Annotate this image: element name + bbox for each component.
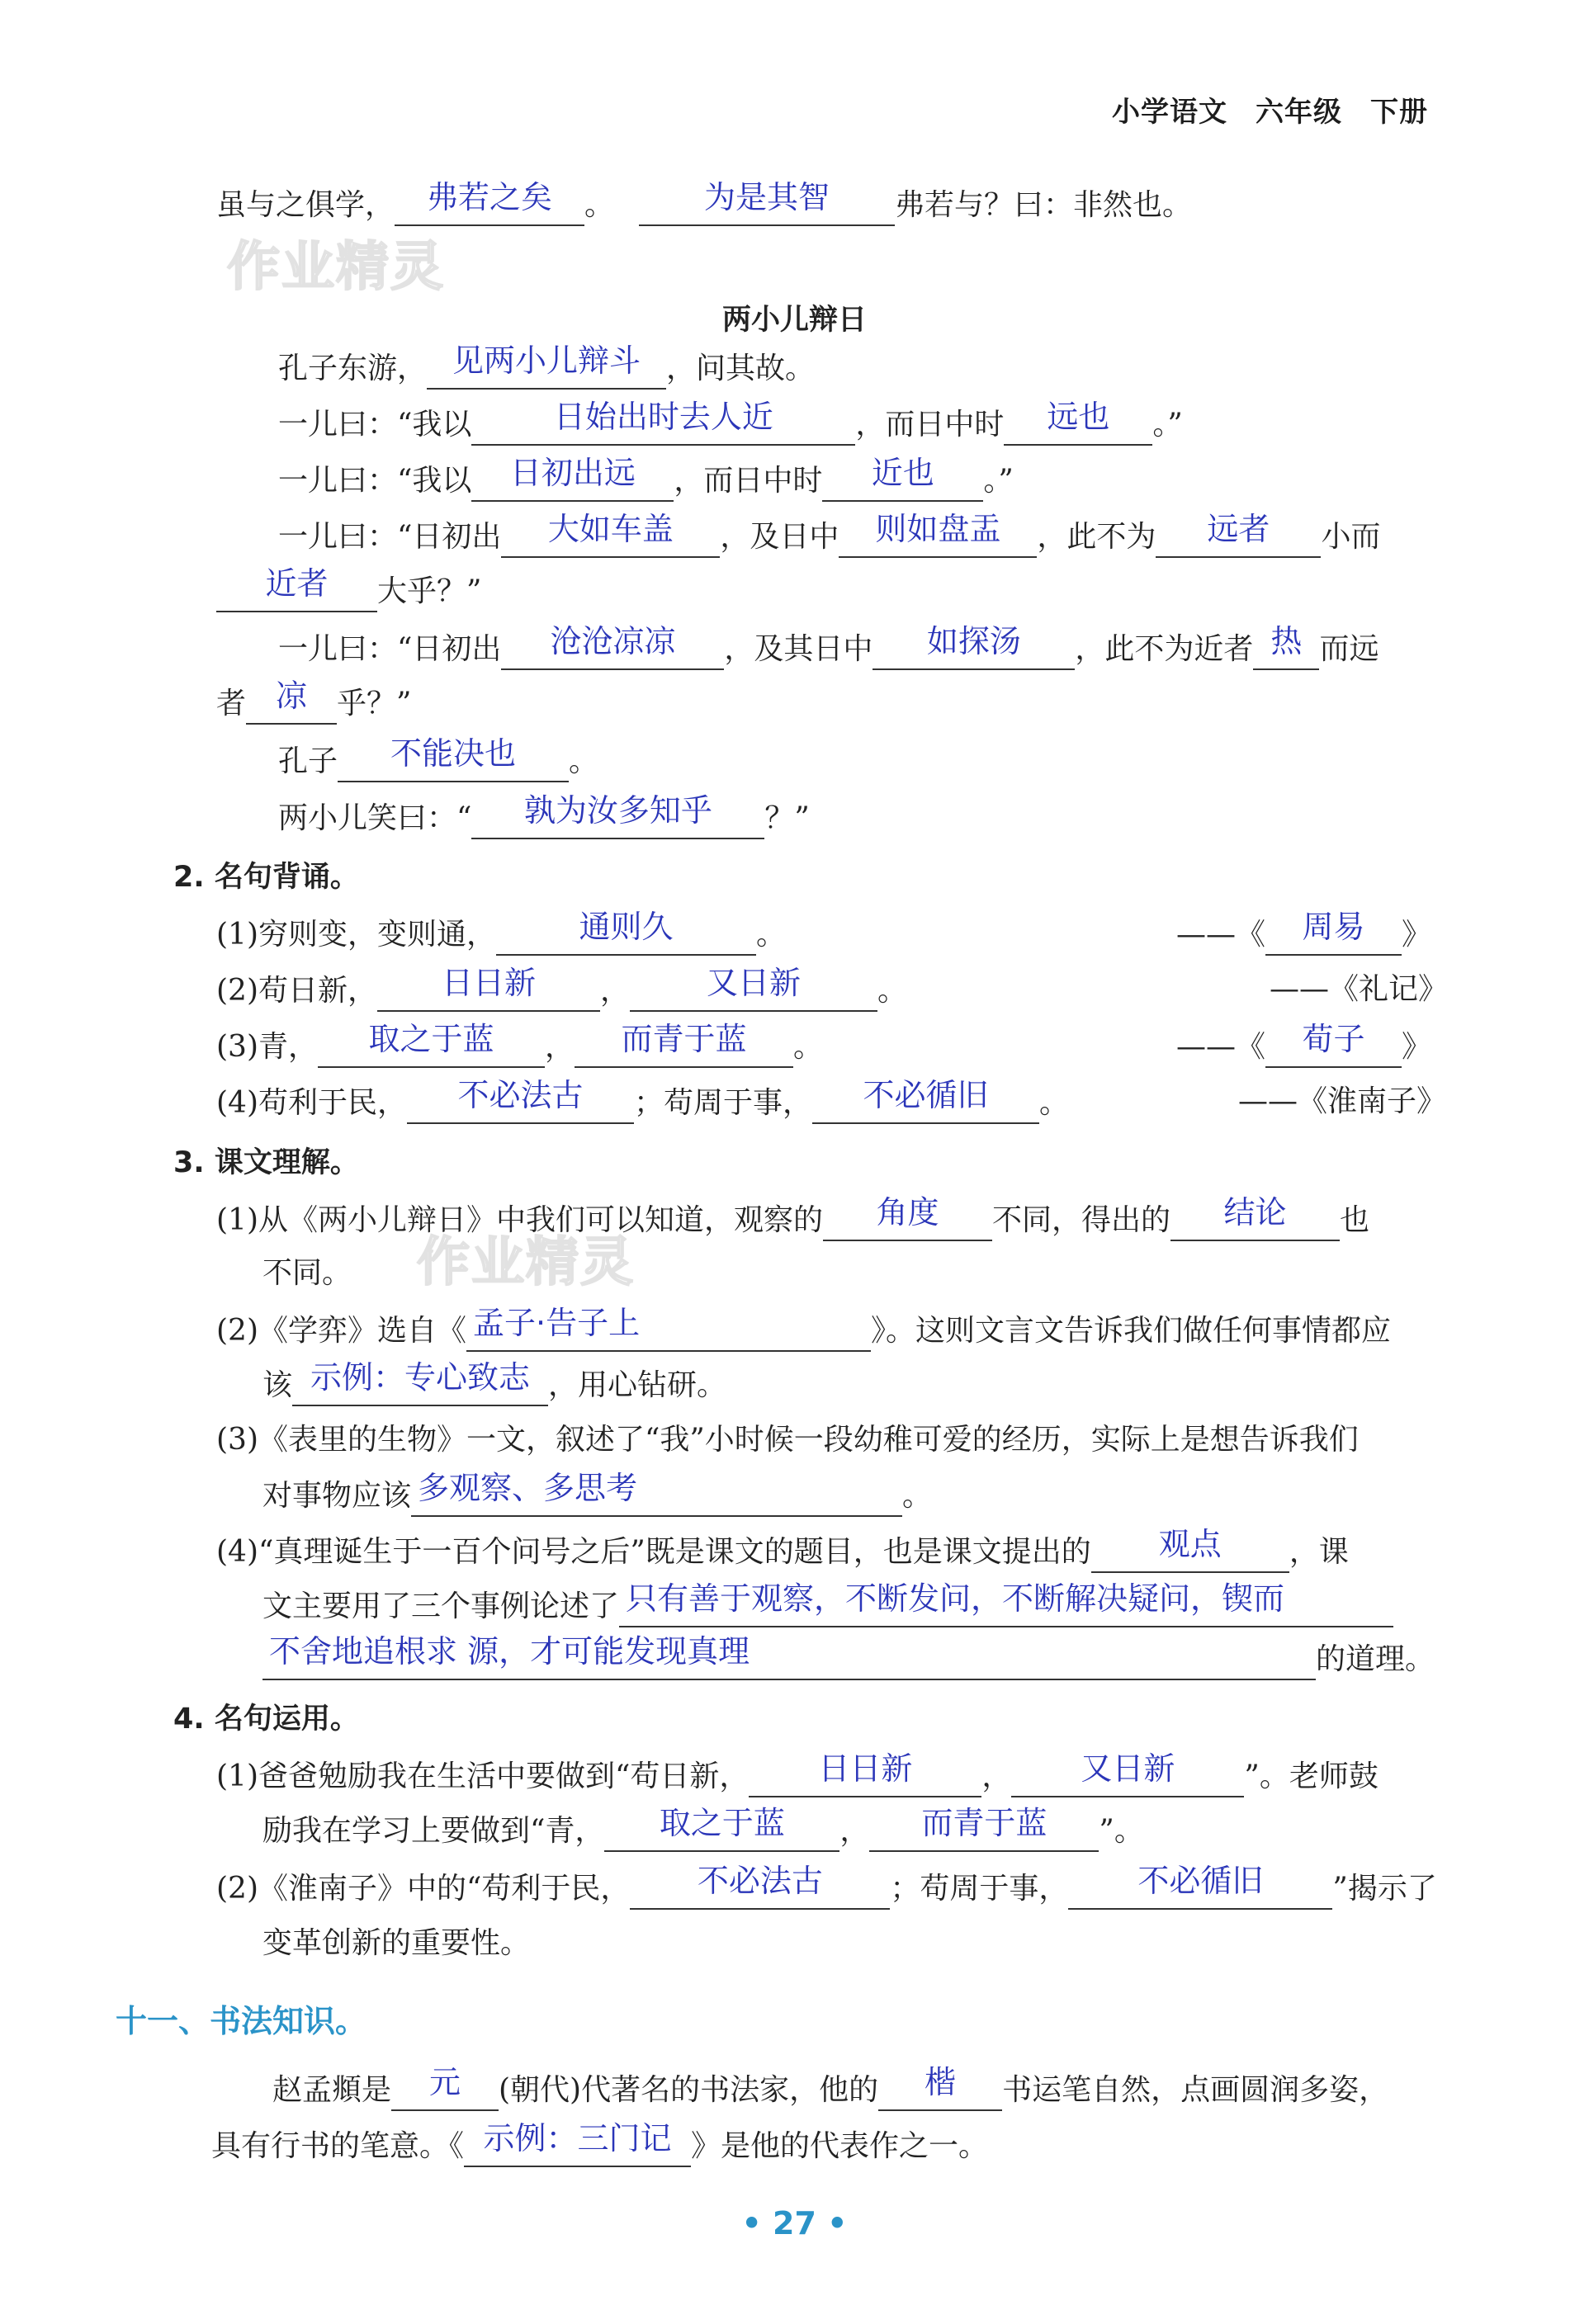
answer-blank: 远也	[1004, 403, 1152, 446]
answer-blank: 取之于蓝	[318, 1025, 545, 1068]
text-line: (2)《淮南子》中的“苟利于民， 不必法古 ；苟周于事， 不必循旧 ”揭示了	[216, 1867, 1437, 1910]
watermark: 作业精灵	[227, 237, 445, 298]
answer-blank: 多观察、多思考	[411, 1474, 902, 1517]
text-line: (1)从《两小儿辩日》中我们可以知道，观察的 角度 不同，得出的 结论 也	[216, 1198, 1369, 1241]
text-line: 该 示例：专心致志 ，用心钻研。	[262, 1363, 726, 1406]
answer-blank: 楷	[878, 2068, 1002, 2111]
answer-blank: 沧沧凉凉	[501, 627, 724, 670]
source-citation: ——《礼记》	[1270, 972, 1449, 1006]
answer-blank: 不能决也	[338, 739, 569, 782]
answer-blank: 近者	[216, 569, 377, 612]
answer-blank: 示例：专心致志	[292, 1363, 548, 1406]
text-line: (3)青， 取之于蓝 ， 而青于蓝 。	[216, 1025, 823, 1068]
page-header	[1112, 89, 1428, 130]
text-line: 孔子 不能决也 。	[278, 739, 598, 782]
source-citation: ——《淮南子》	[1238, 1084, 1447, 1118]
answer-blank: 日初出远	[471, 459, 674, 502]
text-line: 励我在学习上要做到“青， 取之于蓝 ， 而青于蓝 ”。	[262, 1809, 1144, 1852]
answer-blank: 观点	[1091, 1530, 1289, 1573]
answer-blank: 角度	[823, 1198, 992, 1241]
watermark: 作业精灵	[417, 1232, 635, 1293]
answer-blank: 则如盘盂	[839, 515, 1037, 558]
text-line: 一儿曰：“日初出 沧沧凉凉 ，及其日中 如探汤 ，此不为近者 热 而远	[278, 627, 1379, 670]
answer-blank: 元	[391, 2068, 499, 2111]
text-line: 不同。	[262, 1256, 352, 1290]
section-heading: 十一、书法知识。	[116, 2003, 367, 2039]
text-line: 一儿曰：“我以 日始出时去人近 ，而日中时 远也 。”	[278, 403, 1183, 446]
answer-blank: 又日新	[630, 969, 877, 1012]
header-term: 下册	[1370, 96, 1428, 129]
source-citation: ——《 荀子 》	[1176, 1025, 1431, 1068]
page-number: • 27 •	[741, 2205, 848, 2241]
answer-blank: 不舍地追根求 源，才可能发现真理	[262, 1637, 1316, 1680]
answer-blank: 不必循旧	[812, 1081, 1039, 1124]
text-line: (1)爸爸勉励我在生活中要做到“苟日新， 日日新 ， 又日新 ”。老师鼓	[216, 1755, 1379, 1797]
header-subject: 小学语文	[1112, 96, 1227, 129]
answer-blank: 而青于蓝	[575, 1025, 793, 1068]
answer-blank: 不必法古	[630, 1867, 890, 1910]
answer-blank: 日日新	[377, 969, 600, 1012]
text-line: 赵孟頫是 元 (朝代)代著名的书法家，他的 楷 书运笔自然，点画圆润多姿，	[272, 2068, 1388, 2111]
header-grade: 六年级	[1256, 96, 1342, 129]
question-heading: 2. 名句背诵。	[173, 861, 359, 894]
question-heading: 3. 课文理解。	[173, 1146, 359, 1179]
answer-blank: 又日新	[1011, 1755, 1244, 1797]
text-line: (3)《表里的生物》一文，叙述了“我”小时候一段幼稚可爱的经历，实际上是想告诉我们	[216, 1423, 1359, 1457]
answer-blank: 孰为汝多知乎	[471, 796, 764, 839]
text-line: 近者 大乎？”	[216, 569, 481, 612]
text-line: 一儿曰：“日初出 大如车盖 ，及日中 则如盘盂 ，此不为 远者 小而	[278, 515, 1380, 558]
answer-blank: 近也	[822, 459, 983, 502]
text-line: 孔子东游， 见两小儿辩斗 ，问其故。	[278, 347, 815, 390]
answer-blank: 不必法古	[407, 1081, 634, 1124]
answer-blank: 弗若之矣	[395, 183, 584, 226]
answer-blank: 日始出时去人近	[471, 403, 855, 446]
answer-blank: 大如车盖	[501, 515, 720, 558]
text-line: (2)《学弈》选自《 孟子·告子上 》。这则文言文告诉我们做任何事情都应	[216, 1309, 1391, 1352]
answer-blank: 不必循旧	[1068, 1867, 1332, 1910]
text-line: 一儿曰：“我以 日初出远 ，而日中时 近也 。”	[278, 459, 1014, 502]
question-heading: 4. 名句运用。	[173, 1703, 359, 1736]
text-line: (4)“真理诞生于一百个问号之后”既是课文的题目，也是课文提出的 观点 ，课	[216, 1530, 1349, 1573]
text-line: 虽与之俱学， 弗若之矣 。 为是其智 弗若与？曰：非然也。	[216, 183, 1192, 226]
answer-blank: 结论	[1170, 1198, 1340, 1241]
answer-blank: 示例：三门记	[464, 2124, 691, 2167]
answer-blank: 通则久	[496, 913, 756, 956]
text-line: 变革创新的重要性。	[262, 1926, 531, 1960]
answer-blank: 取之于蓝	[604, 1809, 839, 1852]
text-line: 不舍地追根求 源，才可能发现真理 的道理。	[262, 1637, 1435, 1680]
text-line: 两小儿笑曰：“ 孰为汝多知乎 ？”	[278, 796, 810, 839]
answer-blank: 孟子·告子上	[466, 1309, 871, 1352]
answer-blank: 如探汤	[873, 627, 1075, 670]
text-line: 对事物应该 多观察、多思考 。	[262, 1474, 932, 1517]
answer-blank: 日日新	[749, 1755, 981, 1797]
text-line: (2)苟日新， 日日新 ， 又日新 。	[216, 969, 907, 1012]
answer-blank: 为是其智	[639, 183, 895, 226]
poem-title: 两小儿辩日	[721, 304, 867, 337]
answer-blank: 只有善于观察，不断发问，不断解决疑问，锲而	[619, 1585, 1393, 1627]
text-line: 具有行书的笔意。《 示例：三门记 》是他的代表作之一。	[211, 2124, 988, 2167]
source-citation: ——《 周易 》	[1176, 913, 1431, 956]
text-line: 文主要用了三个事例论述了 只有善于观察，不断发问，不断解决疑问，锲而	[262, 1585, 1393, 1627]
answer-blank: 凉	[246, 682, 337, 725]
answer-blank: 热	[1253, 627, 1319, 670]
answer-blank: 远者	[1156, 515, 1321, 558]
answer-blank: 见两小儿辩斗	[427, 347, 666, 390]
text-line: (4)苟利于民， 不必法古 ；苟周于事， 不必循旧 。	[216, 1081, 1069, 1124]
text-line: (1)穷则变，变则通， 通则久 。	[216, 913, 786, 956]
answer-blank: 而青于蓝	[869, 1809, 1099, 1852]
text-line: 者 凉 乎？”	[216, 682, 411, 725]
